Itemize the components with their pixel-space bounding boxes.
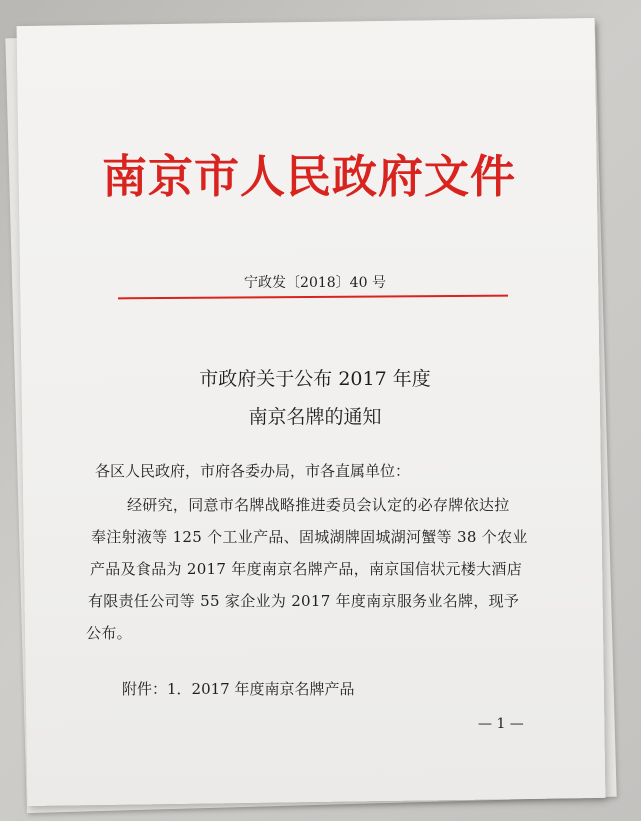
body-text-line: 有限责任公司等 55 家企业为 2017 年度南京服务业名牌，现予 — [88, 592, 520, 610]
body-text-line: 经研究，同意市名牌战略推进委员会认定的必存牌依达拉 — [127, 496, 510, 514]
page-number: — 1 — — [478, 716, 524, 732]
attachment-line: 附件：1．2017 年度南京名牌产品 — [122, 680, 355, 698]
notice-heading-line-2: 南京名牌的通知 — [248, 406, 382, 428]
body-text-line: 奉注射液等 125 个工业产品、固城湖牌固城湖河蟹等 38 个农业 — [91, 528, 528, 546]
notice-heading-line-1: 市政府关于公布 2017 年度 — [199, 368, 431, 390]
document-number: 宁政发〔2018〕40 号 — [244, 275, 386, 291]
body-text-line: 产品及食品为 2017 年度南京名牌产品，南京国信状元楼大酒店 — [90, 560, 523, 578]
document-title: 南京市人民政府文件 — [102, 150, 517, 203]
addressee-line: 各区人民政府，市府各委办局，市各直属单位： — [95, 462, 411, 480]
body-text-line: 公布。 — [86, 624, 132, 642]
